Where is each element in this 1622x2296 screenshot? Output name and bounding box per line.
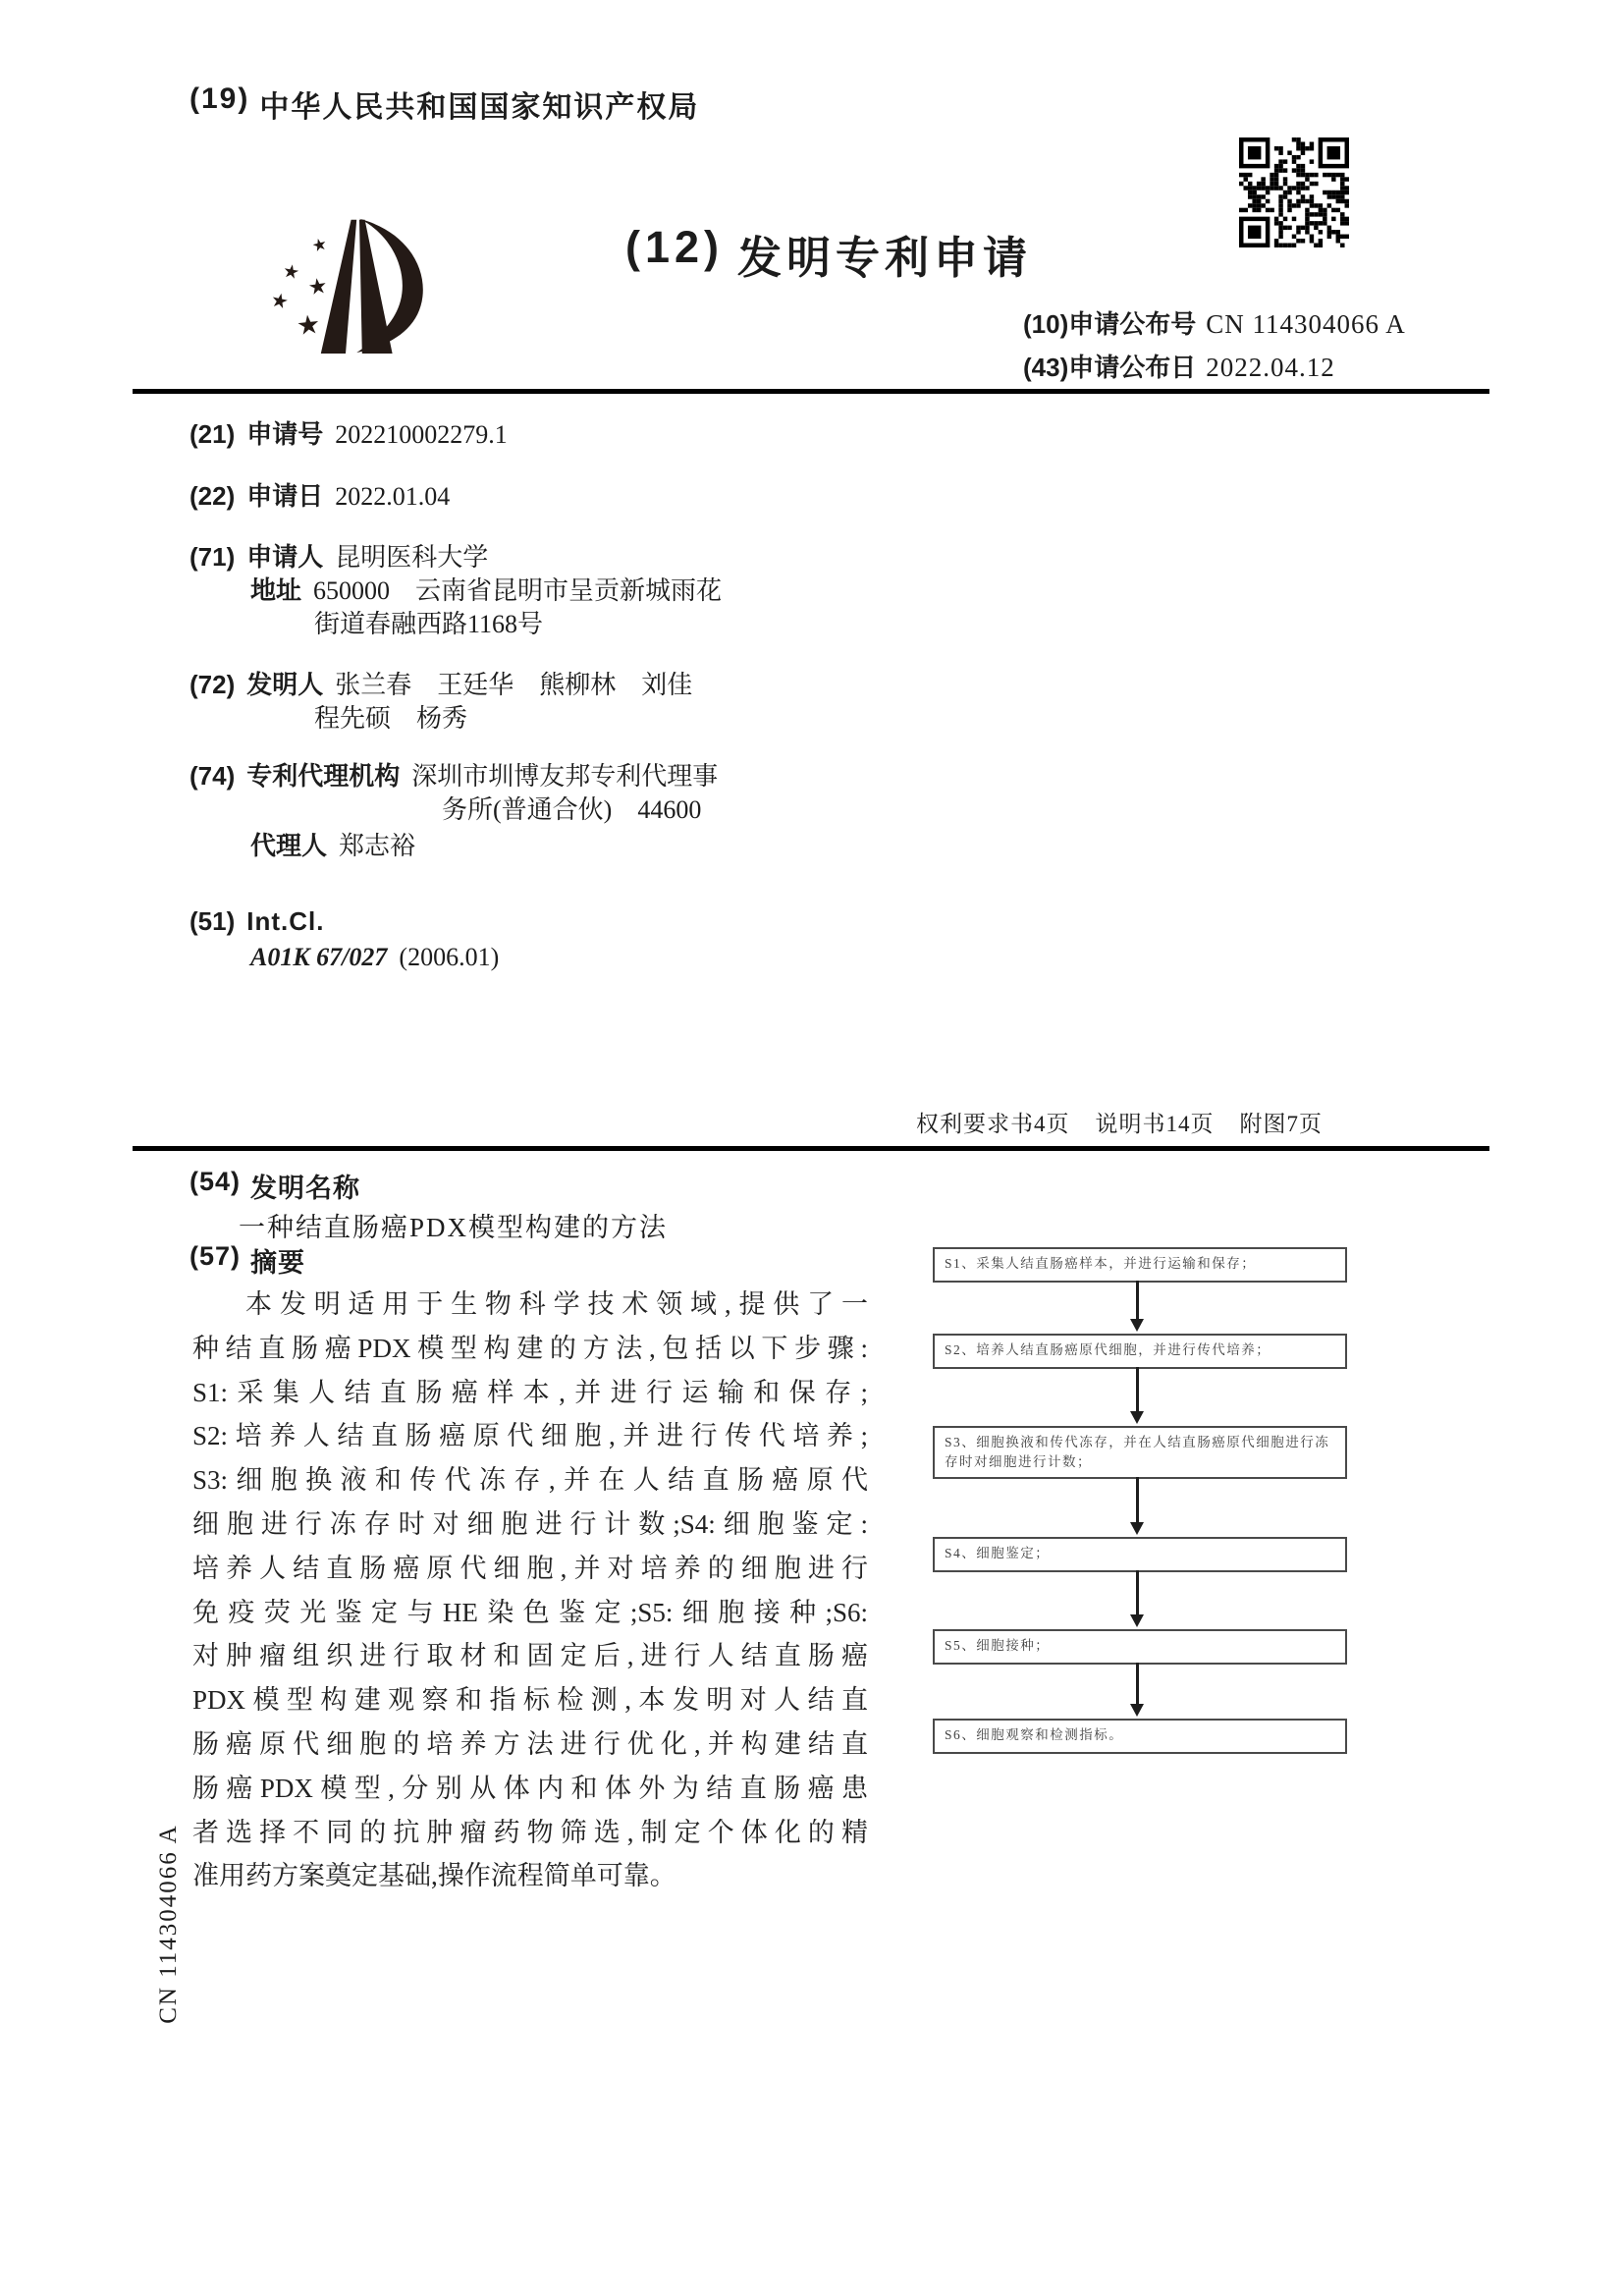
invention-title: 一种结直肠癌PDX模型构建的方法 <box>239 1213 669 1242</box>
inid-57-code: (57) <box>189 1241 242 1271</box>
vertical-publication-number: CN 114304066 A <box>155 1824 182 2024</box>
logo-star: ★ <box>281 259 301 285</box>
agency-name-line1: 深圳市圳博友邦专利代理事 <box>411 762 719 791</box>
publication-date-label: (43)申请公布日 <box>1023 353 1197 382</box>
inventors-line1: 张兰春 王廷华 熊柳林 刘佳 <box>335 671 693 699</box>
logo-star: ★ <box>306 273 330 301</box>
applicant-name: 昆明医科大学 <box>335 543 489 572</box>
inid-22-code: (22) <box>189 481 236 511</box>
applicant-address-row2 <box>314 604 543 640</box>
inid-71-code: (71) <box>189 542 236 572</box>
title-section-header <box>189 1167 360 1205</box>
application-date-label: 申请日 <box>246 481 324 511</box>
abstract-line: 培养人结直肠癌原代细胞,并对培养的细胞进行 <box>192 1553 868 1583</box>
flowchart-step-s4: S4、细胞鉴定； <box>933 1537 1347 1572</box>
applicant-address-row <box>250 571 722 607</box>
abstract-line: 对肿瘤组织进行取材和固定后,进行人结直肠癌 <box>192 1641 868 1671</box>
flowchart-arrow <box>1136 1281 1139 1320</box>
abstract-line: S3:细胞换液和传代冻存,并在人结直肠癌原代 <box>192 1465 868 1496</box>
application-number-label: 申请号 <box>246 419 324 449</box>
agency-row2 <box>442 790 701 826</box>
cnipa-logo-graphic <box>263 216 428 354</box>
int-cl-row <box>189 906 324 937</box>
inventors-label: 发明人 <box>246 670 324 699</box>
flowchart-step-s1: S1、采集人结直肠癌样本，并进行运输和保存； <box>933 1247 1347 1283</box>
inventors-row <box>189 665 692 701</box>
abstract-line: 者选择不同的抗肿瘤药物筛选,制定个体化的精 <box>192 1817 868 1847</box>
office-line <box>189 82 699 126</box>
flowchart-arrow <box>1136 1663 1139 1705</box>
inventors-line2: 程先硕 杨秀 <box>314 704 468 733</box>
agent-name: 郑志裕 <box>339 832 416 860</box>
abstract-section-label: 摘要 <box>250 1248 306 1278</box>
abstract-line: 准用药方案奠定基础,操作流程简单可靠。 <box>192 1861 676 1891</box>
figures-pages: 附图7页 <box>1239 1112 1323 1136</box>
publication-date-value: 2022.04.12 <box>1206 353 1335 382</box>
inid-72-code: (72) <box>189 670 236 699</box>
office-name: 中华人民共和国国家知识产权局 <box>259 91 700 124</box>
title-section-label: 发明名称 <box>250 1174 361 1203</box>
abstract-line: S2:培养人结直肠癌原代细胞,并进行传代培养; <box>192 1421 868 1451</box>
ipc-row <box>250 943 499 972</box>
inid-51-code: (51) <box>189 906 236 936</box>
address-label: 地址 <box>250 575 302 605</box>
doc-type-label: 发明专利申请 <box>737 233 1033 283</box>
agency-label: 专利代理机构 <box>246 761 401 791</box>
doc-type-line <box>625 222 1032 286</box>
ipc-version: (2006.01) <box>399 943 500 971</box>
flowchart-step-s5: S5、细胞接种； <box>933 1629 1347 1665</box>
int-cl-label: Int.Cl. <box>246 906 325 936</box>
qr-code <box>1239 137 1349 247</box>
inventors-row2 <box>314 698 467 735</box>
abstract-line: 本发明适用于生物科学技术领域,提供了一 <box>245 1289 868 1319</box>
logo-star: ★ <box>295 308 322 343</box>
publication-number-line <box>1023 304 1406 341</box>
abstract-line: 细胞进行冻存时对细胞进行计数;S4:细胞鉴定: <box>192 1508 868 1539</box>
pages-info <box>916 1106 1323 1138</box>
applicant-label: 申请人 <box>246 542 324 572</box>
abstract-line: 免疫荧光鉴定与HE染色鉴定;S5:细胞接种;S6: <box>192 1597 868 1627</box>
publication-number-label: (10)申请公布号 <box>1023 309 1197 339</box>
inid-74-code: (74) <box>189 761 236 791</box>
application-date-value: 2022.01.04 <box>335 482 451 511</box>
publication-date-line <box>1023 348 1335 384</box>
application-number-value: 202210002279.1 <box>335 420 508 449</box>
agency-row <box>189 756 718 793</box>
agent-label: 代理人 <box>250 831 328 860</box>
publication-number-value: CN 114304066 A <box>1206 309 1406 339</box>
flowchart-step-s3: S3、细胞换液和传代冻存，并在人结直肠癌原代细胞进行冻存时对细胞进行计数； <box>933 1426 1347 1479</box>
address-line1: 650000 云南省昆明市呈贡新城雨花 <box>313 576 723 605</box>
flowchart-arrow <box>1136 1367 1139 1412</box>
abstract-text <box>192 1283 868 1898</box>
inid-19-code: (19) <box>189 82 250 115</box>
abstract-line: 种结直肠癌PDX模型构建的方法,包括以下步骤: <box>192 1333 868 1363</box>
inid-12-code: (12) <box>625 222 725 272</box>
application-number-row <box>189 414 508 451</box>
agency-name-line2: 务所(普通合伙) 44600 <box>442 795 702 824</box>
logo-star: ★ <box>268 287 292 314</box>
flowchart-step-s2: S2、培养人结直肠癌原代细胞，并进行传代培养； <box>933 1334 1347 1369</box>
description-pages: 说明书14页 <box>1095 1112 1215 1136</box>
mid-divider <box>133 1146 1489 1151</box>
top-divider <box>133 389 1489 394</box>
logo-star: ★ <box>309 234 330 257</box>
application-date-row <box>189 476 450 513</box>
abstract-line: PDX模型构建观察和指标检测,本发明对人结直 <box>192 1685 868 1716</box>
abstract-line: 肠癌PDX模型,分别从体内和体外为结直肠癌患 <box>192 1773 868 1803</box>
flowchart-step-s6: S6、细胞观察和检测指标。 <box>933 1719 1347 1754</box>
agent-row <box>250 826 415 862</box>
abstract-line: S1:采集人结直肠癌样本,并进行运输和保存; <box>192 1377 868 1407</box>
cnipa-logo <box>263 216 428 354</box>
flowchart-arrow <box>1136 1477 1139 1523</box>
claims-pages: 权利要求书4页 <box>916 1112 1070 1136</box>
applicant-row <box>189 537 488 574</box>
flowchart-arrow <box>1136 1570 1139 1615</box>
abstract-line: 肠癌原代细胞的培养方法进行优化,并构建结直 <box>192 1728 868 1759</box>
address-line2: 街道春融西路1168号 <box>314 610 544 638</box>
abstract-section-header <box>189 1241 305 1280</box>
ipc-code: A01K 67/027 <box>250 943 388 971</box>
inid-54-code: (54) <box>189 1167 242 1196</box>
inid-21-code: (21) <box>189 419 236 449</box>
